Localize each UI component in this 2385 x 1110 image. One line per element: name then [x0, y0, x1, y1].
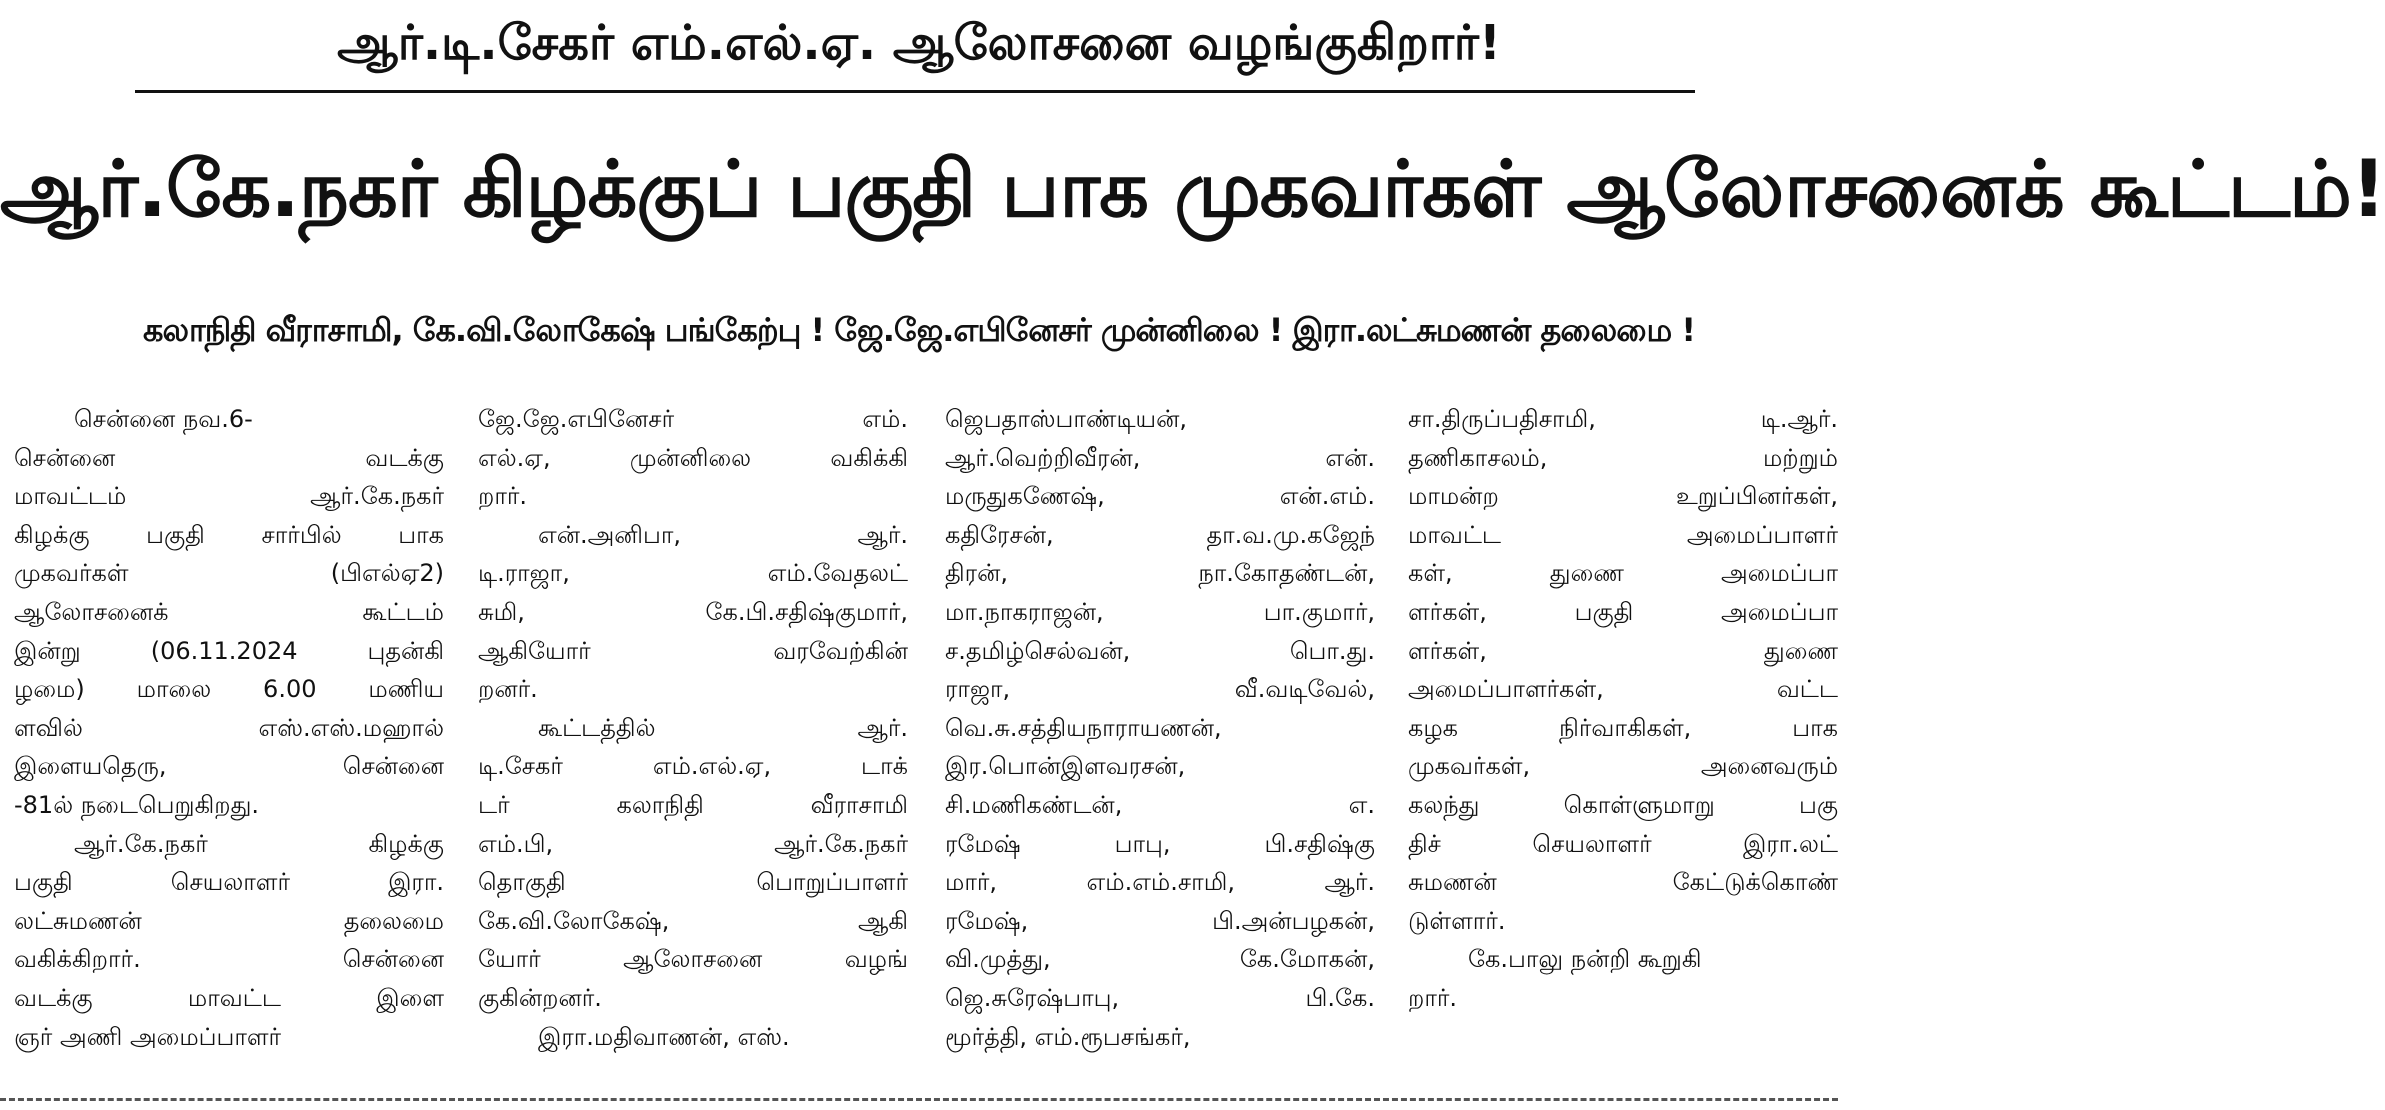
column-1 — [14, 400, 444, 1056]
body-text-line: இர.பொன்இளவரசன், — [945, 752, 1186, 781]
body-text-line: ஜெபதாஸ்பாண்டியன், — [945, 405, 1188, 433]
body-text-line: சா.திருப்பதிசாமி, டி.ஆர். — [1408, 405, 1838, 433]
body-text-line: ஜெ.சுரேஷ்பாபு, பி.கே. — [945, 983, 1375, 1012]
main-headline: ஆர்.கே.நகர் கிழக்குப் பகுதி பாக முகவர்கள் ஆலோசனைக் கூட்டம்! — [0, 145, 2385, 235]
body-text-line: டுள்ளார். — [1408, 906, 1506, 935]
body-text-line: வடக்கு மாவட்ட இளை — [14, 983, 444, 1012]
body-text-line: ஆலோசனைக் கூட்டம் — [14, 597, 444, 626]
body-text-line: மா.நாகராஜன், பா.குமார், — [945, 597, 1375, 626]
body-text-line: ஆர்.வெற்றிவீரன், என். — [945, 443, 1375, 472]
body-text-line: கூட்டத்தில் ஆர். — [538, 713, 908, 742]
body-text-line: சுமணன் கேட்டுக்கொண் — [1408, 868, 1838, 897]
body-text-line: திச் செயலாளர் இரா.லட் — [1408, 829, 1838, 858]
column-2 — [478, 400, 908, 1056]
body-text-line: டி.ராஜா, எம்.வேதலட் — [478, 559, 908, 588]
body-text-line: மாவட்ட அமைப்பாளர் — [1408, 520, 1838, 549]
body-text-line: இன்று (06.11.2024 புதன்கி — [14, 636, 444, 665]
body-text-line: லட்சுமணன் தலைமை — [14, 906, 444, 935]
body-text-line: ராஜா, வீ.வடிவேல், — [945, 675, 1375, 704]
body-text-line: எல்.ஏ, முன்னிலை வகிக்கி — [478, 443, 908, 472]
body-text-line: என்.அனிபா, ஆர். — [538, 520, 908, 549]
body-text-line: சென்னை வடக்கு — [14, 443, 444, 472]
body-text-line: ஜே.ஜே.எபினேசர் எம். — [478, 405, 908, 433]
body-text-line: ச.தமிழ்செல்வன், பொ.து. — [945, 636, 1375, 665]
body-text-line: தணிகாசலம், மற்றும் — [1408, 443, 1838, 472]
bottom-dashed-rule — [0, 1098, 1838, 1101]
body-text-line: ளர்கள், துணை — [1408, 636, 1838, 665]
body-text-line: இரா.மதிவாணன், எஸ். — [538, 1022, 790, 1051]
deck-subheadline: கலாநிதி வீராசாமி, கே.வி.லோகேஷ் பங்கேற்பு ! ஜே.ஜே.எபினேசர் முன்னிலை ! இரா.லட்சுமணன் தலைமை ! — [143, 311, 1695, 349]
body-text-line: ளர்கள், பகுதி அமைப்பா — [1408, 597, 1838, 626]
body-text-line: யோர் ஆலோசனை வழங் — [478, 945, 908, 974]
body-text-line: திரன், நா.கோதண்டன், — [945, 559, 1375, 588]
body-text-line: குகின்றனர். — [478, 983, 602, 1012]
body-text-line: கே.பாலு நன்றி கூறுகி — [1468, 945, 1702, 974]
body-text-line: ஆகியோர் வரவேற்கின் — [478, 636, 908, 665]
body-text-line: கதிரேசன், தா.வ.மு.கஜேந் — [945, 520, 1375, 549]
body-text-line: -81ல் நடைபெறுகிறது. — [14, 790, 260, 819]
body-text-line: றனர். — [478, 675, 538, 704]
body-text-line: ரமேஷ் பாபு, பி.சதிஷ்கு — [945, 829, 1375, 858]
body-text-line: மார், எம்.எம்.சாமி, ஆர். — [945, 868, 1375, 897]
body-text-line: ரமேஷ், பி.அன்பழகன், — [945, 906, 1375, 935]
body-text-line: மாமன்ற உறுப்பினர்கள், — [1408, 482, 1838, 511]
body-text-line: கிழக்கு பகுதி சார்பில் பாக — [14, 520, 444, 549]
kicker-headline: ஆர்.டி.சேகர் எம்.எல்.ஏ. ஆலோசனை வழங்குகிறார்! — [337, 15, 1501, 71]
body-text-line: சுமி, கே.பி.சதிஷ்குமார், — [478, 597, 908, 626]
body-text-line: வெ.சு.சத்தியநாராயணன், — [945, 713, 1222, 742]
kicker-underline — [135, 90, 1695, 93]
body-text-line: சி.மணிகண்டன், எ. — [945, 790, 1375, 819]
body-text-line: டர் கலாநிதி வீராசாமி — [478, 790, 908, 819]
body-text-line: முகவர்கள் (பிஎல்ஏ2) — [14, 559, 444, 588]
column-3 — [945, 400, 1375, 1056]
body-text-line: கே.வி.லோகேஷ், ஆகி — [478, 906, 908, 935]
body-text-line: மூர்த்தி, எம்.ரூபசங்கர், — [945, 1022, 1191, 1051]
body-text-line: கழக நிர்வாகிகள், பாக — [1408, 713, 1838, 742]
body-text-line: இளையதெரு, சென்னை — [14, 752, 444, 781]
body-text-line: எம்.பி, ஆர்.கே.நகர் — [478, 829, 908, 858]
column-4 — [1408, 400, 1838, 1018]
body-text-line: முகவர்கள், அனைவரும் — [1408, 752, 1838, 781]
body-text-line: டி.சேகர் எம்.எல்.ஏ, டாக் — [478, 752, 908, 781]
body-text-line: பகுதி செயலாளர் இரா. — [14, 868, 444, 897]
body-text-line: மருதுகணேஷ், என்.எம். — [945, 482, 1375, 511]
body-text-line: ஆர்.கே.நகர் கிழக்கு — [74, 829, 444, 858]
body-text-line: ளவில் எஸ்.எஸ்.மஹால் — [14, 713, 444, 742]
body-text-line: அமைப்பாளர்கள், வட்ட — [1408, 675, 1838, 704]
body-text-line: ழமை) மாலை 6.00 மணிய — [14, 675, 444, 704]
body-text-line: ஞர் அணி அமைப்பாளர் — [14, 1022, 282, 1051]
body-text-line: சென்னை நவ.6- — [74, 405, 253, 433]
body-text-line: வி.முத்து, கே.மோகன், — [945, 945, 1375, 974]
body-text-line: மாவட்டம் ஆர்.கே.நகர் — [14, 482, 444, 511]
body-text-line: கலந்து கொள்ளுமாறு பகு — [1408, 790, 1838, 819]
body-text-line: தொகுதி பொறுப்பாளர் — [478, 868, 908, 897]
body-text-line: றார். — [478, 482, 528, 511]
body-text-line: றார். — [1408, 983, 1458, 1012]
body-text-line: வகிக்கிறார். சென்னை — [14, 945, 444, 974]
body-text-line: கள், துணை அமைப்பா — [1408, 559, 1838, 588]
